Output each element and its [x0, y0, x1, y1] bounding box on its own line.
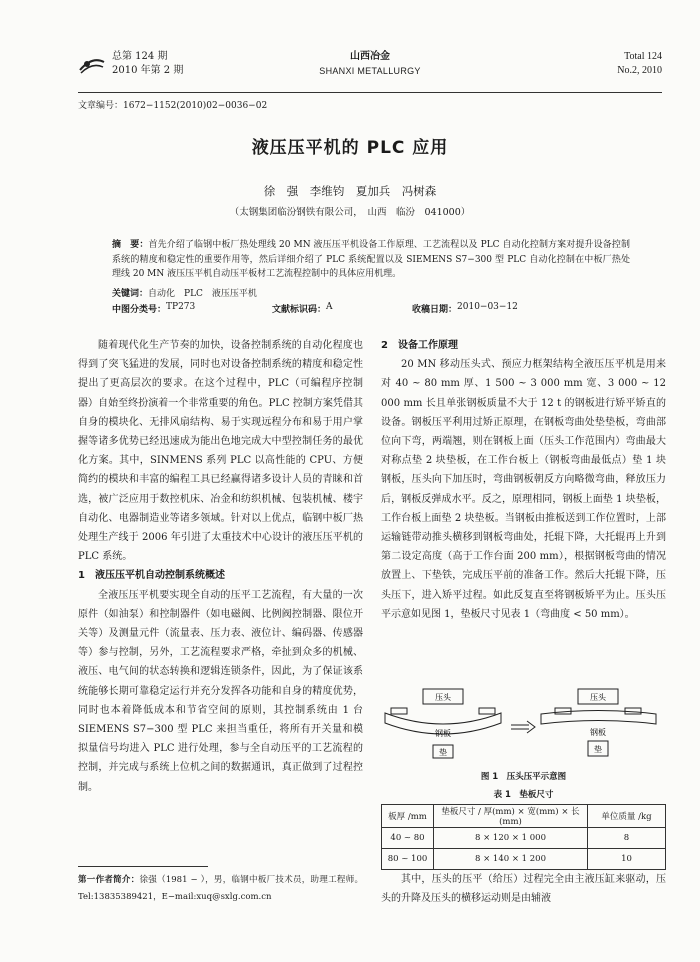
pad-top-left-a [391, 708, 407, 714]
section-2-paragraph: 20 MN 移动压头式、预应力框架结构全液压压平机是用来对 40 ~ 80 mm 厚、1 500 ~ 3 000 mm 宽、3 000 ~ 12 000 mm 长且单张钢板质量不大于 12 t 的钢板进行矫平矫直的设备。钢板压平利用过矫正原理，在钢板弯曲处垫垫板，弯曲部位向下弯，两端翘，则在钢板上面（压头工作范围内）弯曲最大对称点垫 2 块垫板，在工作台板上（钢板弯曲最低点）垫 1 块钢板，压头向下加压时，弯曲钢板朝反方向略微弯曲，释放压力后，钢板反弹成水平。反之，原理相同，钢板上面垫 1 块垫板，工作台板上面垫 2 块垫板。当钢板由推板送到工作位置时，上部运输链带动推头横移到钢板弯曲处，托辊下降，大托辊再上升到第二设定高度（高于工作台面 200 mm），根据钢板弯曲的情况放置上、下垫铁，完成压平前的准备工作。然后大托辊下降，压头压下，进入矫平过程。如此反复直至将钢板矫平为止。压头压平示意如见图 1，垫板尺寸见表 1（弯曲度 < 50 mm）。 [381, 359, 666, 620]
col-header-unit-mass: 单位质量 /kg [588, 805, 666, 828]
pad-bottom-right-label: 垫 [594, 745, 602, 754]
section-1-paragraph: 全液压压平机要实现全自动的压平工艺流程，有大量的一次原件（如油泵）和控制器件（如电磁阀、比例阀控制器、限位开关等）及测量元件（流量表、压力表、液位计、编码器、传感器等）参与控制，另外，工艺流程要求严格，牵扯到众多的机械、液压、电气间的状态转换和逻辑连锁条件，因此，为了保证该系统能够长期可靠稳定运行并充分发挥各功能和自身的精度优势，同时也本着降低成本和节省空间的原则，其控制系统由 1 台 SIEMENS S7−300 型 PLC 来担当重任，将所有开关量和模拟量信号均进入 PLC 进行处理，参与全自动压平的工艺流程的控制，并完成与系统上位机之间的数据通讯，真正做到了过程控制。 [78, 589, 363, 793]
left-column [78, 336, 363, 797]
clc-label: 中图分类号： [112, 305, 167, 315]
figure-1-caption: 图 1 压头压平示意图 [480, 772, 567, 782]
received-date: 2010−03−12 [457, 302, 518, 312]
issue-info-en [617, 50, 662, 78]
press-head-left-label: 压头 [435, 693, 451, 702]
steel-plate-left-label: 钢板 [435, 729, 451, 738]
footnote-label: 第一作者简介： [78, 875, 140, 885]
keywords [112, 286, 257, 299]
paper-title: 液压压平机的 PLC 应用 [251, 138, 449, 158]
table-cell: 10 [588, 849, 666, 870]
keywords-text: 自动化 PLC 液压压平机 [148, 289, 257, 299]
author-footnote [78, 872, 363, 906]
section-heading-2: 2 设备工作原理 [381, 340, 458, 351]
footnote-divider [78, 866, 208, 867]
figure-1-press-diagram [381, 687, 666, 767]
keywords-label: 关键词： [112, 289, 149, 299]
running-header [78, 50, 662, 90]
abstract [112, 238, 630, 282]
footnote-text: 徐强（1981 − ），男，临钢中板厂技术员，助理工程师。Tel:13835389421，E−mail:xuq@sxlg.com.cn [78, 875, 363, 902]
section-heading-1: 1 液压压平机自动控制系统概述 [78, 570, 225, 582]
abstract-text: 首先介绍了临钢中板厂热处理线 20 MN 液压压平机设备工作原理、工艺流程以及 PLC 自动化控制方案对提升设备控制系统的精度和稳定性的重要作用等，然后详细介绍了 PLC 系统配置以及 SIEMENS S7−300 型 PLC 自动化控制在中板厂热处理线 20 MN 液压压平机自动压平板材工艺流程控制中的具体应用机理。 [112, 240, 630, 279]
issue-number: 2010 年第 2 期 [112, 65, 184, 76]
journal-name-en: SHANXI METALLURGY [319, 66, 421, 76]
table-1-caption: 表 1 垫板尺寸 [493, 790, 554, 800]
received-date-label: 收稿日期： [412, 305, 458, 315]
pad-size-table [381, 804, 666, 870]
doc-code-label: 文献标识码： [272, 305, 327, 315]
table-cell: 80 ~ 100 [382, 849, 434, 870]
continuation-paragraph: 其中，压头的压平（给压）过程完全由主液压缸来驱动，压头的升降及压头的横移运动则是由辅液 [381, 874, 666, 905]
right-column [381, 336, 666, 624]
issue-total-en: Total 124 [624, 51, 662, 62]
table-cell: 8 [588, 828, 666, 849]
table-row [382, 828, 666, 849]
header-divider [78, 92, 662, 93]
table-cell: 8 × 140 × 1 200 [434, 849, 588, 870]
table-cell: 40 ~ 80 [382, 828, 434, 849]
journal-name-cn: 山西冶金 [350, 51, 390, 62]
issue-number-en: No.2, 2010 [617, 65, 662, 76]
col-header-pad-size: 垫板尺寸 / 厚(mm) × 宽(mm) × 长(mm) [434, 805, 588, 828]
col-header-thickness: 板厚 /mm [382, 805, 434, 828]
arrow-icon [511, 721, 535, 733]
steel-plate-right-label: 钢板 [590, 728, 606, 737]
abstract-label: 摘 要： [112, 240, 149, 250]
author-list: 徐 强 李维钧 夏加兵 冯树森 [263, 184, 437, 198]
pad-top-left-b [479, 708, 495, 714]
table-cell: 8 × 120 × 1 000 [434, 828, 588, 849]
pad-bottom-left-label: 垫 [439, 748, 447, 757]
table-row [382, 849, 666, 870]
article-number: 文章编号：1672−1152(2010)02−0036−02 [78, 101, 268, 111]
clc-code: TP273 [166, 302, 196, 312]
affiliation: （太钢集团临汾钢铁有限公司， 山西 临汾 041000） [229, 207, 471, 218]
journal-name [78, 50, 662, 78]
doc-code: A [326, 302, 333, 312]
issue-total: 总第 124 期 [112, 51, 168, 62]
intro-paragraph: 随着现代化生产节奏的加快，设备控制系统的自动化程度也得到了突飞猛进的发展，同时也对设备控制系统的精度和稳定性提出了更高层次的要求。在这个过程中，PLC（可编程序控制器）自始至终扮演着一个非常重要的角色。PLC 控制方案凭借其自身的模块化、无排风扇结构、易于实现远程分布和易于用户掌握等诸多优势已经迅速成为能出色地完成大中型控制任务的最优化方案。其中，SINMENS 系列 PLC 以高性能的 CPU、方便简约的模块和丰富的编程工具已经赢得诸多设计人员的青睐和首选，被广泛应用于数控机床、冶金和纺织机械、包装机械、楼宇自动化、电器制造业等诸多领域。针对以上优点，临钢中板厂热处理生产线于 2006 年引进了太重技术中心设计的液压压平机的 PLC 系统。 [78, 340, 363, 563]
press-head-right-label: 压头 [590, 693, 606, 702]
table-header-row [382, 805, 666, 828]
steel-plate-right [541, 711, 656, 725]
